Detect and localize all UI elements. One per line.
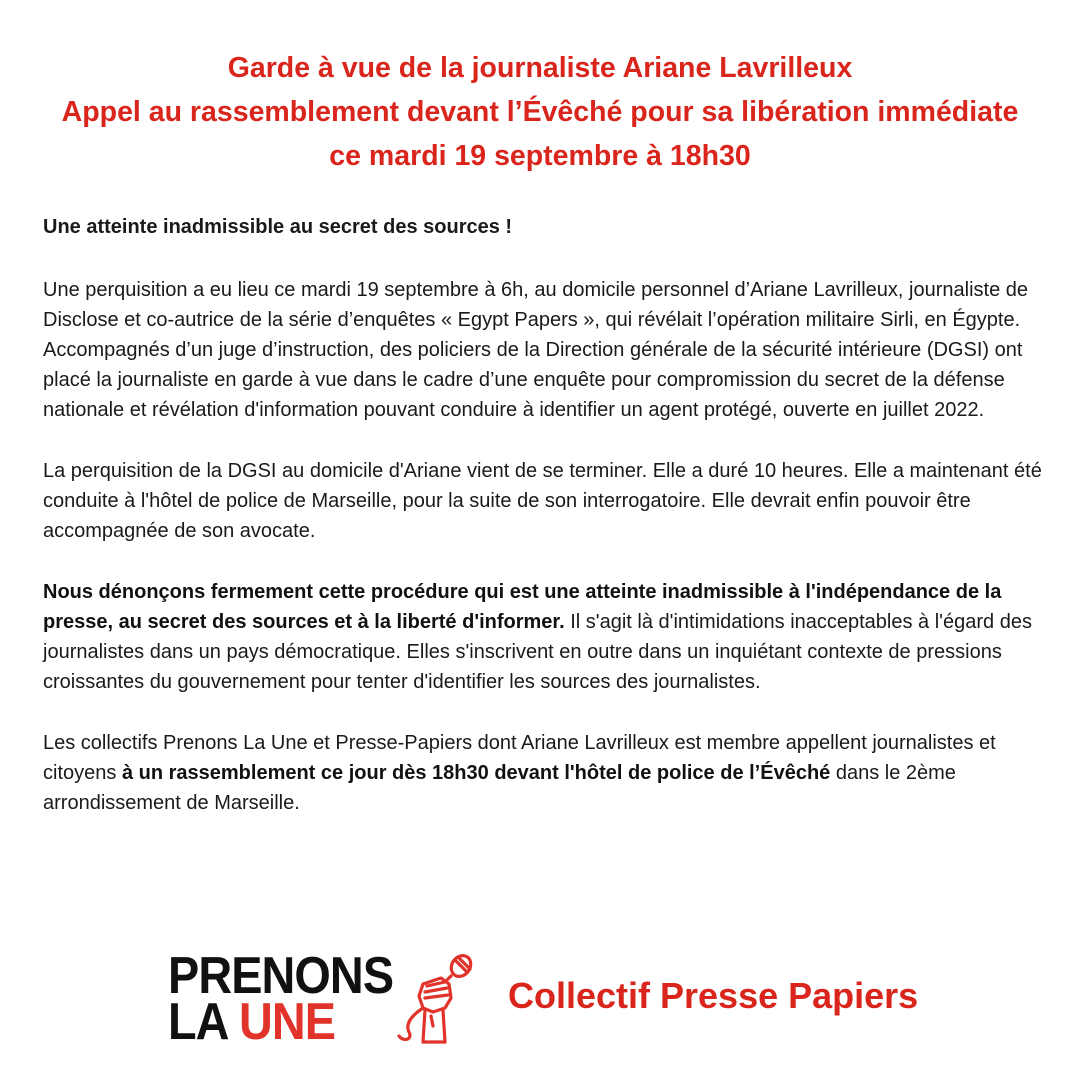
collectif-presse-papiers-logo: Collectif Presse Papiers [508,975,919,1016]
paragraph-3-bold: Nous dénonçons fermement cette procédure qui est une atteinte inadmissible à l'indépendance de la presse, au secret des sources et à la liberté d'informer. [43,581,1002,633]
prenons-la-une-logo [168,947,478,1051]
paragraph-4-start: Les collectifs Prenons La Une et Presse-Papiers dont Ariane Lavrilleux est membre appellent journalistes et citoyens [43,732,996,784]
logo-la: LA [168,993,239,1051]
title-line-2: Appel au rassemblement devant l’Évêché pour sa libération immédiate [61,96,1019,128]
paragraph-3-rest: Il s'agit là d'intimidations inacceptables à l'égard des journalistes dans un pays démocratique. Elles s'inscrivent en outre dans un inquiétant contexte de pressions croissantes du gouvernement pour tenter d'identifier les sources des journalistes. [43,611,1032,693]
logo-une: UNE [238,993,336,1051]
title-line-1: Garde à vue de la journaliste Ariane Lavrilleux [227,52,853,84]
paragraph-4-bold: à un rassemblement ce jour dès 18h30 devant l'hôtel de police de l’Évêché [121,762,831,784]
paragraph-3 [43,577,1058,697]
section-heading: Une atteinte inadmissible au secret des sources ! [43,216,513,238]
paragraph-4-end: dans le 2ème arrondissement de Marseille. [43,762,956,814]
paragraph-1: Une perquisition a eu lieu ce mardi 19 septembre à 6h, au domicile personnel d’Ariane Lavrilleux, journaliste de Disclose et co-autrice de la série d’enquêtes « Egypt Papers », qui révélait l’opération militaire Sirli, en Égypte. Accompagnés d’un juge d’instruction, des policiers de la Direction générale de la sécurité intérieure (DGSI) ont placé la journaliste en garde à vue dans le cadre d’une enquête pour compromission du secret de la défense nationale et révélation d'information pouvant conduire à identifier un agent protégé, ouverte en juillet 2022. [43,279,1029,421]
page-title [0,46,1080,178]
logo-line-1: PRENONS [168,947,394,1005]
paragraph-2: La perquisition de la DGSI au domicile d'Ariane vient de se terminer. Elle a duré 10 heures. Elle a maintenant été conduite à l'hôtel de police de Marseille, pour la suite de son interrogatoire. Elle devrait enfin pouvoir être accompagnée de son avocate. [43,460,1042,542]
logo-line-2 [168,993,336,1051]
title-line-3: ce mardi 19 septembre à 18h30 [329,140,751,172]
article-body [43,212,1058,849]
fist-microphone-icon [393,950,483,1046]
paragraph-4 [43,728,1058,818]
